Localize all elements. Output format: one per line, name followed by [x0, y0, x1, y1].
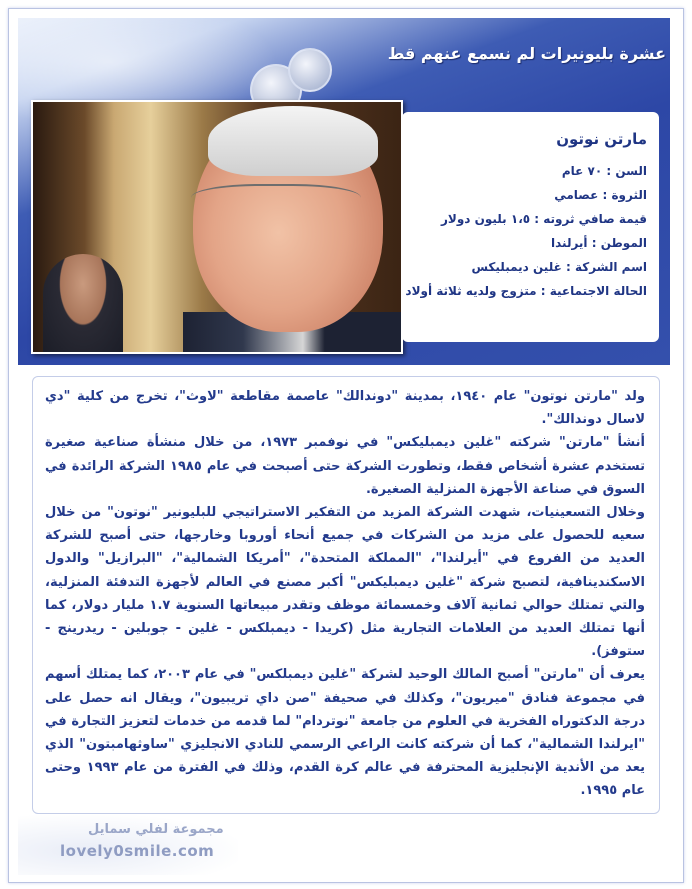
coin-decoration [288, 48, 332, 92]
background-person [43, 254, 123, 354]
article-paragraph: يعرف أن "مارتن" أصبح المالك الوحيد لشركة "غلين ديمبلكس" في عام ٢٠٠٣، كما يمتلك أسهم في مجموعة فنادق "ميريون"، وكذلك في صحيفة "صن داي تريبيون"، ويقال انه حصل على درجة الدكتوراه الفخرية في العلوم من جامعة "نوتردام" لما قدمه من خدمات لتعزيز التجارة في "ايرلندا الشمالية"، كما أن شركته كانت الراعي الرسمي للنادي الانجليزي "ساوثهامبتون" الذي يعد من الأندية الإنجليزية المحترفة في عالم كرة القدم، وذلك في الفترة من عام ١٩٩٣ وحتى عام ١٩٩٥. [45, 667, 646, 799]
profile-company: اسم الشركة : غلين ديمبليكس [471, 260, 647, 274]
profile-wealth-source: الثروة : عصامي [554, 188, 647, 202]
profile-card [402, 112, 659, 342]
glasses-shape [191, 184, 361, 218]
page-title: عشرة بليونيرات لم نسمع عنهم قط [387, 44, 666, 63]
profile-name: مارتن نوتون [556, 130, 647, 148]
hair-shape [208, 106, 378, 176]
article-paragraph: أنشأ "مارتن" شركته "غلين ديمبليكس" في نوفمبر ١٩٧٣، من خلال منشأة صناعية صغيرة تستخدم عشرة أشخاص فقط، وتطورت الشركة حتى أصبحت في عام ١٩٨٥ الشركة الرائدة في السوق في صناعة الأجهزة المنزلية الصغيرة. [45, 435, 645, 497]
article-paragraph: وخلال التسعينيات، شهدت الشركة المزيد من التفكير الاستراتيجي للبليونير "نوتون" من خلال سعيه للحصول على مزيد من الشركات في جميع أنحاء أوروبا وخارجها، حتى أصبح للشركة العديد من الفروع في "أيرلندا"، "المملكة المتحدة"، "أمريكا الشمالية"، "البرازيل" والدول الاسكندينافية، لتصبح شركة "غلين ديمبليكس" أكبر مصنع في العالم لأجهزة التدفئة المنزلية، والتي تمتلك حوالي ثمانية آلاف وخمسمائة موظف وتقدر مبيعاتها السنوية ١.٧ مليار دولار، كما أنها تمتلك العديد من العلامات التجارية مثل (كريدا - ديمبلكس - غلين - جوبلين - ريدرينج - ستوفز). [45, 505, 645, 660]
article-paragraph: ولد "مارتن نوتون" عام ١٩٤٠، بمدينة "دوندالك" عاصمة مقاطعة "لاوث"، تخرج من كلية "دي لاسال دوندالك". [45, 389, 645, 428]
profile-net-worth: قيمة صافي ثروته : ١،٥ بليون دولار [440, 212, 647, 226]
profile-country: الموطن : أيرلندا [551, 236, 647, 250]
footer-url: lovely0smile.com [60, 842, 215, 860]
profile-age: السن : ٧٠ عام [561, 164, 647, 178]
footer-brand: مجموعة لفلي سمايل [88, 822, 224, 837]
portrait-photo [31, 100, 403, 354]
profile-marital-status: الحالة الاجتماعية : متزوج ولديه ثلاثة أولاد [405, 284, 647, 298]
article-body [32, 376, 660, 814]
